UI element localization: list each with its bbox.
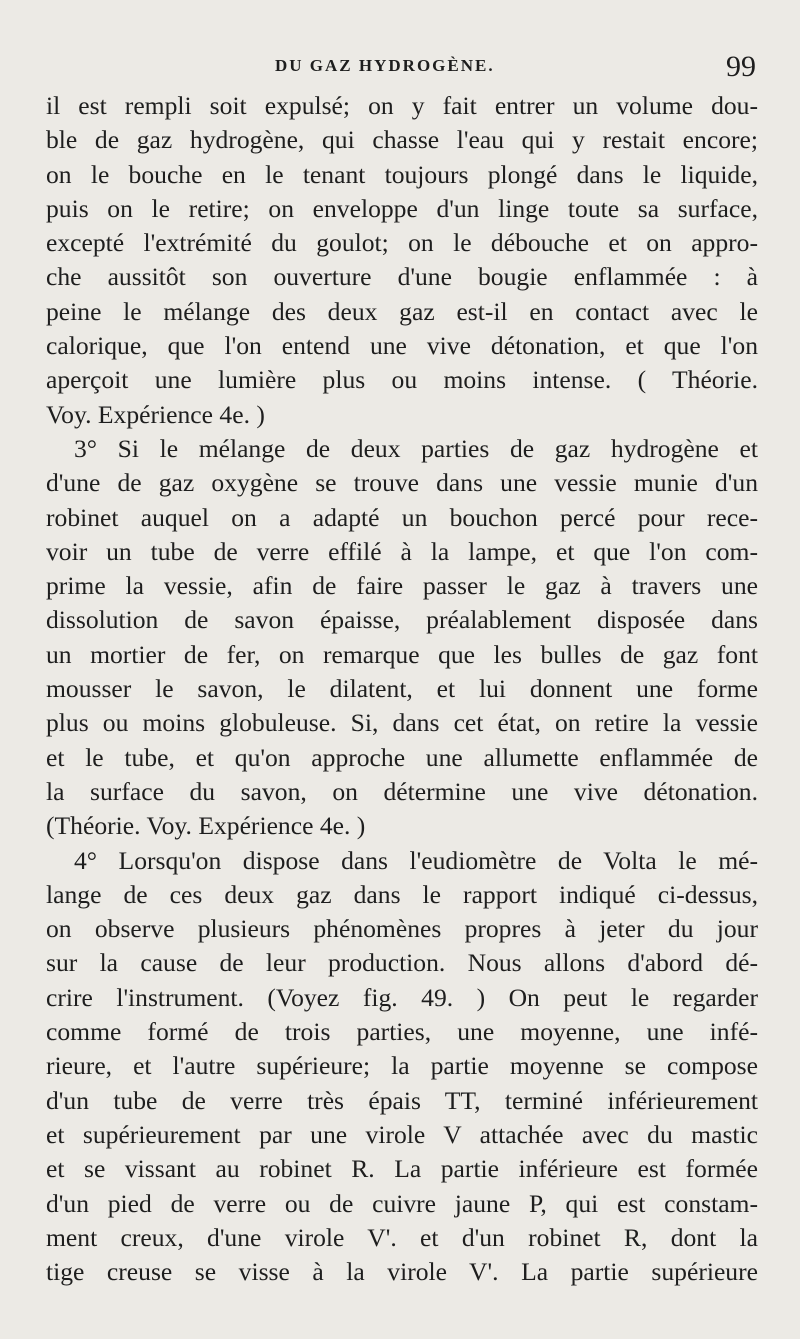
text-line: tige creuse se visse à la virole V'. La partie supérieure bbox=[46, 1257, 758, 1287]
text-line: et supérieurement par une virole V attachée avec du mastic bbox=[46, 1119, 758, 1149]
text-line: che aussitôt son ouverture d'une bougie enflammée : à bbox=[46, 262, 758, 292]
text-line: aperçoit une lumière plus ou moins intense. ( Théorie. bbox=[46, 365, 758, 395]
text-line: robinet auquel on a adapté un bouchon percé pour rece- bbox=[46, 502, 758, 532]
text-line: et se vissant au robinet R. La partie inférieure est formée bbox=[46, 1154, 758, 1184]
text-line: plus ou moins globuleuse. Si, dans cet état, on retire la vessie bbox=[46, 708, 758, 738]
running-title: DU GAZ HYDROGÈNE. bbox=[275, 56, 495, 75]
text-line: sur la cause de leur production. Nous allons d'abord dé- bbox=[46, 948, 758, 978]
text-line: voir un tube de verre effilé à la lampe, et que l'on com- bbox=[46, 536, 758, 566]
running-head bbox=[0, 50, 800, 90]
text-line: un mortier de fer, on remarque que les bulles de gaz font bbox=[46, 639, 758, 669]
text-line: dissolution de savon épaisse, préalablement disposée dans bbox=[46, 605, 758, 635]
text-line: d'un pied de verre ou de cuivre jaune P, qui est constam- bbox=[46, 1188, 758, 1218]
text-line: et le tube, et qu'on approche une allumette enflammée de bbox=[46, 742, 758, 772]
text-line: (Théorie. Voy. Expérience 4e. ) bbox=[46, 811, 366, 841]
text-line: ble de gaz hydrogène, qui chasse l'eau qui y restait encore; bbox=[46, 125, 758, 155]
text-line: on observe plusieurs phénomènes propres à jeter du jour bbox=[46, 914, 758, 944]
text-line: rieure, et l'autre supérieure; la partie moyenne se compose bbox=[46, 1051, 758, 1081]
text-line: crire l'instrument. (Voyez fig. 49. ) On peut le regarder bbox=[46, 982, 758, 1012]
page-number: 99 bbox=[726, 50, 756, 83]
text-line: excepté l'extrémité du goulot; on le débouche et on appro- bbox=[46, 228, 758, 258]
text-line: d'un tube de verre très épais TT, terminé inférieurement bbox=[46, 1085, 758, 1115]
text-line: Voy. Expérience 4e. ) bbox=[46, 399, 265, 429]
text-line: prime la vessie, afin de faire passer le gaz à travers une bbox=[46, 571, 758, 601]
text-line: d'une de gaz oxygène se trouve dans une vessie munie d'un bbox=[46, 468, 758, 498]
text-line: il est rempli soit expulsé; on y fait entrer un volume dou- bbox=[46, 91, 758, 120]
text-line: puis on le retire; on enveloppe d'un linge toute sa surface, bbox=[46, 193, 758, 223]
text-line: la surface du savon, on détermine une vive détonation. bbox=[46, 776, 758, 806]
text-line: lange de ces deux gaz dans le rapport indiqué ci-dessus, bbox=[46, 879, 758, 909]
text-line: comme formé de trois parties, une moyenne, une infé- bbox=[46, 1017, 758, 1047]
body-text bbox=[46, 89, 758, 1289]
text-line: ment creux, d'une virole V'. et d'un robinet R, dont la bbox=[46, 1222, 758, 1252]
text-line: mousser le savon, le dilatent, et lui donnent une forme bbox=[46, 674, 758, 704]
text-line: peine le mélange des deux gaz est-il en contact avec le bbox=[46, 296, 758, 326]
text-line: on le bouche en le tenant toujours plongé dans le liquide, bbox=[46, 159, 758, 189]
text-line: 3° Si le mélange de deux parties de gaz hydrogène et bbox=[74, 433, 758, 463]
text-line: 4° Lorsqu'on dispose dans l'eudiomètre de Volta le mé- bbox=[74, 845, 758, 875]
text-line: calorique, que l'on entend une vive détonation, et que l'on bbox=[46, 331, 758, 361]
